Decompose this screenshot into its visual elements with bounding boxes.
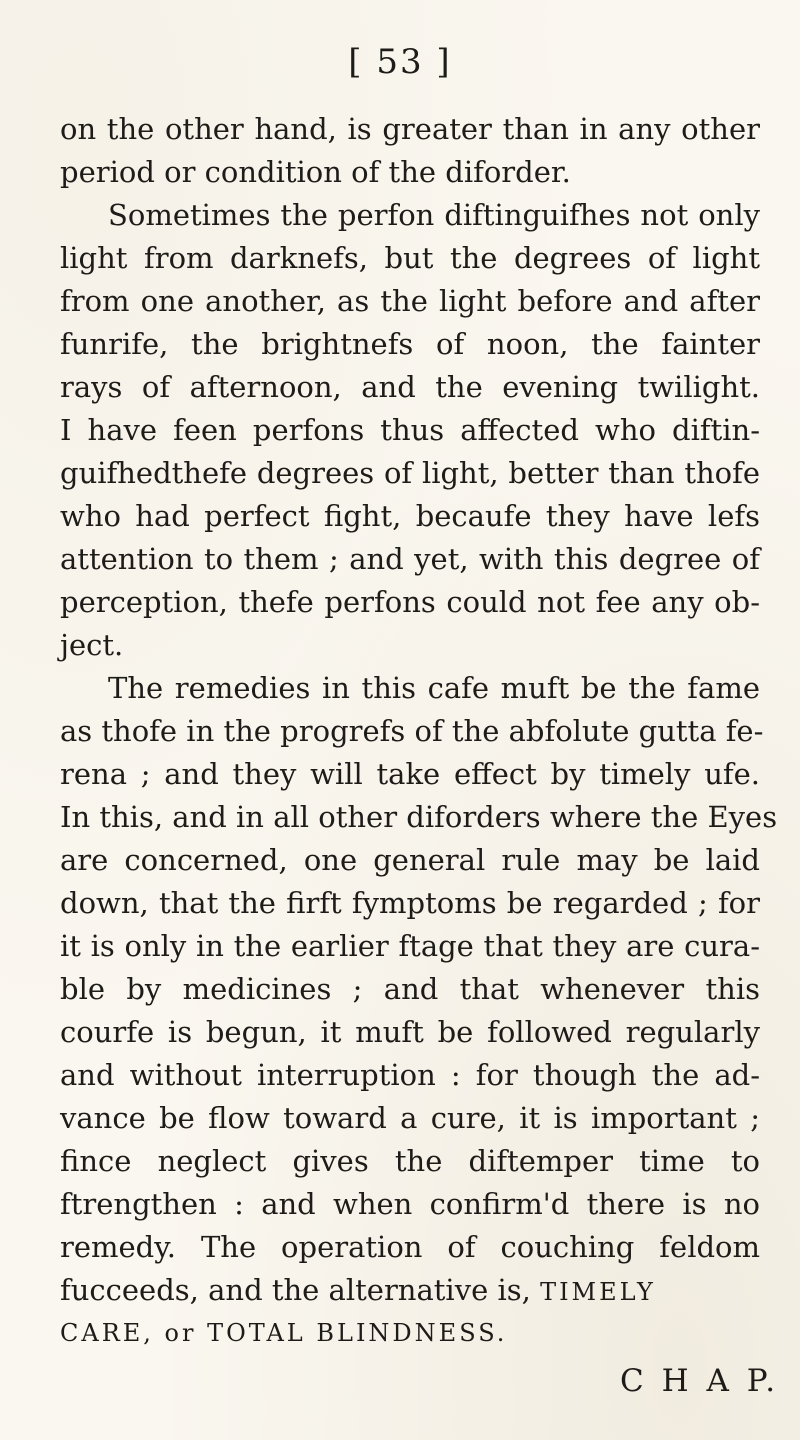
text-line: ject. — [60, 628, 124, 662]
text-line: courfe is begun, it muft be followed regularly — [60, 1015, 760, 1049]
text-line-small-caps: CARE, or TOTAL BLINDNESS. — [60, 1319, 508, 1347]
text-line: remedy. The operation of couching feldom — [60, 1230, 760, 1264]
text-line: guifhedthefe degrees of light, better than thofe — [60, 456, 760, 490]
text-line: In this, and in all other diforders where the Eyes — [60, 800, 778, 834]
text-line: I have feen perfons thus affected who diftin- — [60, 413, 760, 447]
text-line: it is only in the earlier ftage that they are cura- — [60, 929, 760, 963]
text-line: fince neglect gives the diftemper time to — [60, 1144, 760, 1178]
text-line: ble by medicines ; and that whenever this — [60, 972, 760, 1006]
text-line — [60, 1269, 760, 1314]
text-line: Sometimes the perfon diftinguifhes not only — [108, 198, 760, 232]
text-line: light from darknefs, but the degrees of light — [60, 241, 760, 275]
text-line: vance be flow toward a cure, it is important ; — [60, 1101, 760, 1135]
text-line: down, that the firft fymptoms be regarded ; for — [60, 886, 760, 920]
text-line: and without interruption : for though the ad- — [60, 1058, 760, 1092]
text-line: perception, thefe perfons could not fee any ob- — [60, 585, 760, 619]
text-line: attention to them ; and yet, with this degree of — [60, 542, 760, 576]
text-line: period or condition of the diforder. — [60, 155, 571, 189]
text-line: rena ; and they will take effect by timely ufe. — [60, 757, 760, 791]
text-line: as thofe in the progrefs of the abfolute gutta fe- — [60, 714, 764, 748]
text-line: who had perfect fight, becaufe they have lefs — [60, 499, 760, 533]
text-line: funrife, the brightnefs of noon, the fainter — [60, 327, 760, 361]
text-line: are concerned, one general rule may be laid — [60, 843, 760, 877]
text-line: rays of afternoon, and the evening twilight. — [60, 370, 760, 404]
catchword: C H A P. — [620, 1363, 780, 1399]
text-line: on the other hand, is greater than in any other — [60, 112, 760, 146]
text-line: The remedies in this cafe muft be the fame — [108, 671, 760, 705]
small-caps-phrase: TIMELY — [540, 1278, 656, 1306]
text-line: from one another, as the light before and after — [60, 284, 760, 318]
text-line-start: fucceeds, and the alternative is, — [60, 1273, 531, 1307]
text-line: ftrengthen : and when confirm'd there is no — [60, 1187, 760, 1221]
page-number-header: [ 53 ] — [348, 42, 452, 82]
